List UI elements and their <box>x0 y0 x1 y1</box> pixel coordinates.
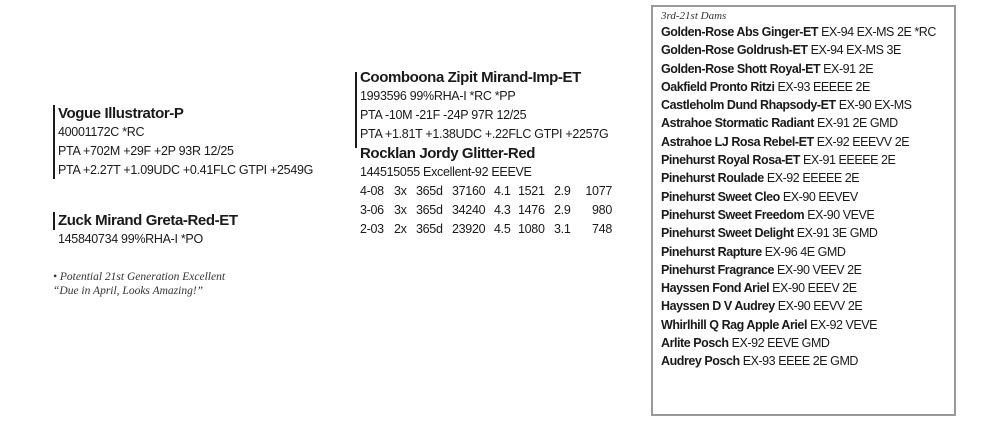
lactation-fat-lbs: 1080 <box>518 222 545 236</box>
lactation-fat-lbs: 1521 <box>518 184 545 198</box>
dam-list-item <box>661 151 946 169</box>
dam-list-item <box>661 316 946 334</box>
dam-list-item <box>661 169 946 187</box>
dam-list-item-score: EX-91 3E GMD <box>796 226 878 241</box>
dam-list-item <box>661 206 946 224</box>
dam-list-item-name: Astrahoe Stormatic Radiant <box>661 116 814 131</box>
lactation-fat-pct: 4.5 <box>494 222 511 236</box>
dam-name: Zuck Mirand Greta-Red-ET <box>58 212 238 229</box>
maternal-sire-pta-type: PTA +1.81T +1.38UDC +.22FLC GTPI +2257G <box>360 127 609 141</box>
maternal-sire-pta-production: PTA -10M -21F -24P 97R 12/25 <box>360 108 527 122</box>
dam-registration: 145840734 99%RHA-I *PO <box>58 232 203 246</box>
lactation-records-table <box>360 182 612 239</box>
lactation-protein-pct: 2.9 <box>554 203 571 217</box>
dam-list-item <box>661 261 946 279</box>
dam-list-item-name: Whirlhill Q Rag Apple Ariel <box>661 317 807 332</box>
sire-block <box>53 104 313 180</box>
dam-list-item-score: EX-91 2E GMD <box>816 116 898 131</box>
lactation-milkings: 3x <box>394 203 407 217</box>
dam-list-item-name: Audrey Posch <box>661 354 740 369</box>
maternal-sire-registration: 1993596 99%RHA-I *RC *PP <box>360 89 516 103</box>
lactation-age: 4-08 <box>360 184 384 198</box>
dam-list-item-score: EX-93 EEEEE 2E <box>777 79 870 94</box>
lactation-age: 2-03 <box>360 222 384 236</box>
dam-list-item-name: Pinehurst Rapture <box>661 244 762 259</box>
dam-list-item-name: Castleholm Dund Rhapsody-ET <box>661 98 836 113</box>
lactation-protein-pct: 3.1 <box>554 222 571 236</box>
dam-list-item <box>661 41 946 59</box>
dam-list-item-name: Golden-Rose Goldrush-ET <box>661 43 808 58</box>
dam-list-item-score: EX-92 EEEVV 2E <box>816 134 910 149</box>
dam-bracket-line <box>53 212 55 230</box>
dam-list-item-score: EX-96 4E GMD <box>764 244 846 259</box>
dam-list-item <box>661 23 946 41</box>
dam-list-item-score: EX-94 EX-MS 2E *RC <box>821 25 936 39</box>
dam-list-item-name: Pinehurst Royal Rosa-ET <box>661 153 800 168</box>
dam-list-item-name: Golden-Rose Abs Ginger-ET <box>661 25 819 39</box>
dam-list-item-score: EX-94 EX-MS 3E <box>810 43 901 58</box>
dam-list-item <box>661 96 946 114</box>
sire-bracket-line <box>53 105 55 179</box>
lactation-milkings: 3x <box>394 184 407 198</box>
maternal-sire-name: Coomboona Zipit Mirand-Imp-ET <box>360 69 581 86</box>
dam-list-item-name: Pinehurst Fragrance <box>661 262 775 277</box>
lactation-row <box>360 182 612 201</box>
maternal-bracket-line <box>355 72 357 148</box>
dam-list-item-score: EX-91 2E <box>823 61 874 76</box>
lactation-protein-lbs: 980 <box>592 203 612 217</box>
dams-box <box>651 5 956 416</box>
dams-list <box>661 23 946 371</box>
lactation-days: 365d <box>416 184 443 198</box>
dam-list-item <box>661 334 946 352</box>
dam-list-item-name: Pinehurst Sweet Delight <box>661 226 794 241</box>
dam-list-item-score: EX-93 EEEE 2E GMD <box>742 354 858 369</box>
dam-list-item-score: EX-90 EEEV 2E <box>772 281 857 296</box>
lactation-fat-pct: 4.1 <box>494 184 511 198</box>
sire-pta-production: PTA +702M +29F +2P 93R 12/25 <box>58 144 234 158</box>
dam-list-item-score: EX-91 EEEEE 2E <box>803 153 896 168</box>
dam-list-item-name: Hayssen Fond Ariel <box>661 281 770 296</box>
note-line-1: • Potential 21st Generation Excellent <box>53 271 226 283</box>
lactation-days: 365d <box>416 203 443 217</box>
lactation-row <box>360 201 612 220</box>
dam-list-item-score: EX-90 VEVE <box>807 207 875 222</box>
dam-list-item <box>661 133 946 151</box>
dam-list-item <box>661 60 946 78</box>
dam-list-item-name: Astrahoe LJ Rosa Rebel-ET <box>661 134 814 149</box>
maternal-dam-name: Rocklan Jordy Glitter-Red <box>360 145 536 162</box>
sire-name: Vogue Illustrator-P <box>58 105 184 122</box>
dam-list-item-score: EX-90 EX-MS <box>838 98 912 113</box>
maternal-dam-registration: 144515055 Excellent-92 EEEVE <box>360 165 532 179</box>
dam-list-item <box>661 297 946 315</box>
lactation-age: 3-06 <box>360 203 384 217</box>
lactation-fat-lbs: 1476 <box>518 203 545 217</box>
dam-list-item-name: Hayssen D V Audrey <box>661 299 775 314</box>
lactation-days: 365d <box>416 222 443 236</box>
dam-list-item <box>661 114 946 132</box>
lactation-protein-pct: 2.9 <box>554 184 571 198</box>
dam-list-item-score: EX-90 EEVV 2E <box>777 299 863 314</box>
pedigree-note <box>53 270 225 298</box>
lactation-milk: 34240 <box>452 203 486 217</box>
sire-registration: 40001172C *RC <box>58 125 145 139</box>
dam-list-item <box>661 243 946 261</box>
dam-list-item <box>661 78 946 96</box>
note-line-2: “Due in April, Looks Amazing!” <box>53 285 204 297</box>
dam-list-item-score: EX-92 EEEEE 2E <box>766 171 860 186</box>
lactation-milk: 23920 <box>452 222 486 236</box>
dam-list-item-score: EX-90 VEEV 2E <box>777 262 862 277</box>
lactation-row <box>360 220 612 239</box>
dam-list-item-score: EX-92 EEVE GMD <box>731 336 830 351</box>
lactation-fat-pct: 4.3 <box>494 203 511 217</box>
dam-list-item-name: Pinehurst Sweet Freedom <box>661 207 805 222</box>
dam-list-item-name: Pinehurst Roulade <box>661 171 764 186</box>
dam-list-item-name: Oakfield Pronto Ritzi <box>661 79 775 94</box>
lactation-protein-lbs: 748 <box>592 222 612 236</box>
dam-list-item <box>661 188 946 206</box>
maternal-block <box>355 68 612 239</box>
dam-list-item <box>661 224 946 242</box>
dam-list-item-name: Pinehurst Sweet Cleo <box>661 189 780 204</box>
dam-list-item <box>661 352 946 370</box>
dam-block <box>53 211 238 249</box>
dam-list-item-name: Golden-Rose Shott Royal-ET <box>661 61 821 76</box>
lactation-milk: 37160 <box>452 184 486 198</box>
dam-list-item-score: EX-90 EEVEV <box>782 189 858 204</box>
lactation-protein-lbs: 1077 <box>585 184 612 198</box>
dams-heading: 3rd-21st Dams <box>661 10 727 22</box>
lactation-milkings: 2x <box>394 222 407 236</box>
sire-pta-type: PTA +2.27T +1.09UDC +0.41FLC GTPI +2549G <box>58 163 314 177</box>
dam-list-item <box>661 279 946 297</box>
dam-list-item-score: EX-92 VEVE <box>810 317 878 332</box>
dam-list-item-name: Arlite Posch <box>661 336 729 351</box>
